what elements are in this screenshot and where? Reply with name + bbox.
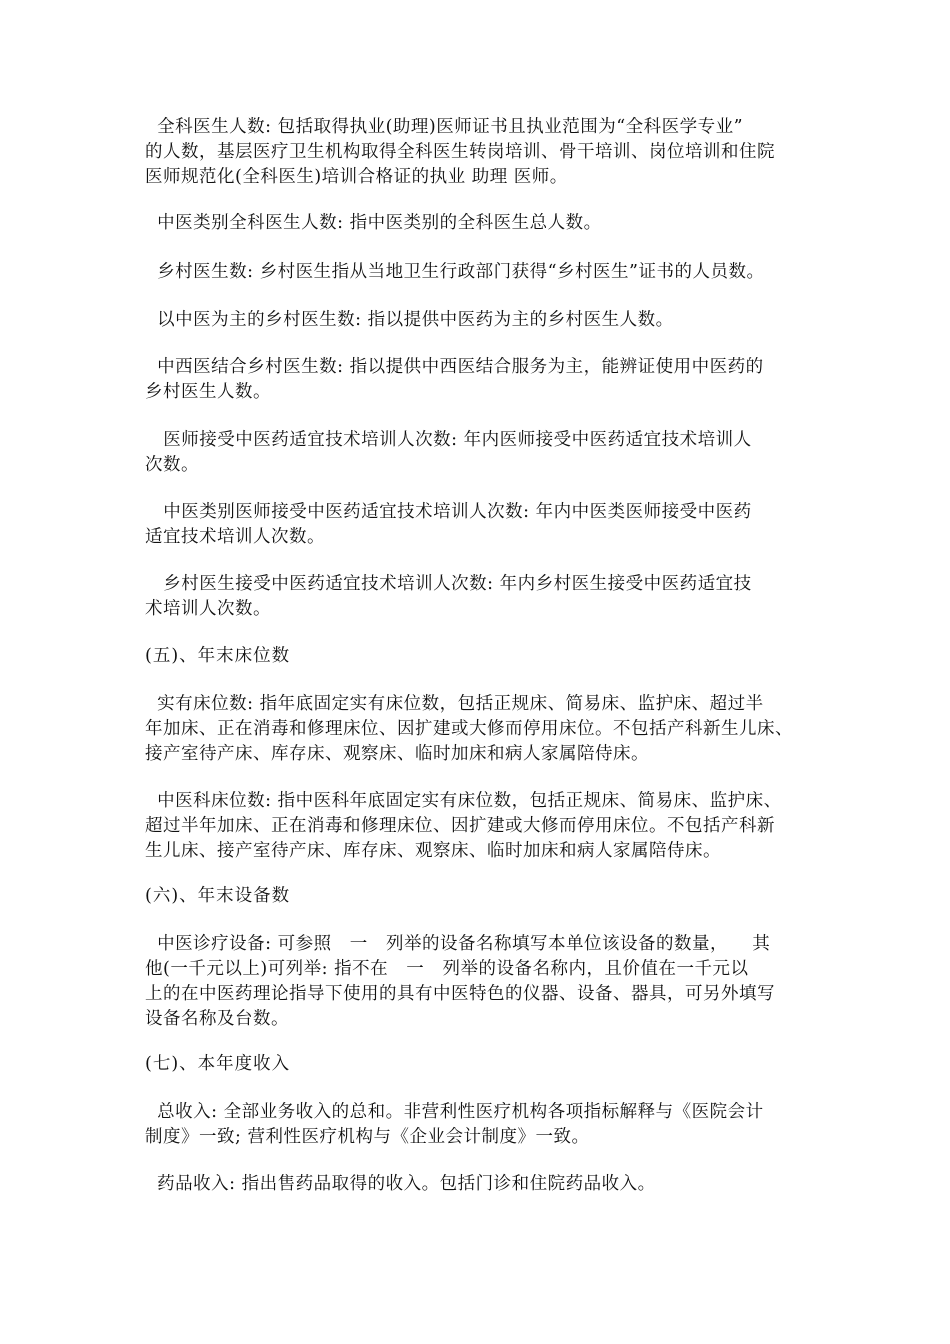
text-line: 次数。	[145, 455, 199, 475]
text-line: 中医诊疗设备: 可参照 一 列举的设备名称填写本单位该设备的数量， 其	[145, 934, 771, 954]
paragraph-physician-training	[145, 428, 815, 478]
text-line: 超过半年加床、正在消毒和修理床位、因扩建或大修而停用床位。不包括产科新	[145, 816, 775, 836]
section-heading-equipment: (六)、年末设备数	[145, 886, 291, 906]
section-heading-beds: (五)、年末床位数	[145, 646, 291, 666]
text-line: 他(一千元以上)可列举: 指不在 一 列举的设备名称内，且价值在一千元以	[145, 959, 749, 979]
text-line: 年加床、正在消毒和修理床位、因扩建或大修而停用床位。不包括产科新生儿床、	[145, 719, 793, 739]
text-line: 生儿床、接产室待产床、库存床、观察床、临时加床和病人家属陪侍床。	[145, 841, 721, 861]
paragraph-village-doctor-training	[145, 572, 815, 622]
text-line: 实有床位数: 指年底固定实有床位数，包括正规床、简易床、监护床、超过半	[145, 694, 764, 714]
paragraph-tcm-village-doctors	[145, 308, 815, 333]
text-line: 中医科床位数: 指中医科年底固定实有床位数，包括正规床、简易床、监护床、	[145, 791, 782, 811]
text-line: 以中医为主的乡村医生数: 指以提供中医药为主的乡村医生人数。	[145, 310, 674, 330]
text-line: 中医类别医师接受中医药适宜技术培训人次数: 年内中医类医师接受中医药	[145, 502, 752, 522]
paragraph-actual-beds	[145, 692, 815, 767]
text-line: 医师接受中医药适宜技术培训人次数: 年内医师接受中医药适宜技术培训人	[145, 430, 752, 450]
text-line: 设备名称及台数。	[145, 1009, 289, 1029]
text-line: 乡村医生接受中医药适宜技术培训人次数: 年内乡村医生接受中医药适宜技	[145, 574, 752, 594]
text-line: 医师规范化(全科医生)培训合格证的执业 助理 医师。	[145, 167, 568, 187]
text-line: 全科医生人数: 包括取得执业(助理)医师证书且执业范围为“全科医学专业”	[145, 117, 744, 137]
text-line: 中医类别全科医生人数: 指中医类别的全科医生总人数。	[145, 213, 602, 233]
paragraph-village-doctors	[145, 260, 815, 285]
section-heading-income: (七)、本年度收入	[145, 1054, 291, 1074]
text-line: 中西医结合乡村医生数: 指以提供中西医结合服务为主，能辨证使用中医药的	[145, 357, 764, 377]
text-line: 上的在中医药理论指导下使用的具有中医特色的仪器、设备、器具，可另外填写	[145, 984, 775, 1004]
paragraph-tcm-physician-training	[145, 500, 815, 550]
paragraph-general-practitioners	[145, 115, 815, 190]
paragraph-integrated-village-doctors	[145, 355, 815, 405]
text-line: 的人数，基层医疗卫生机构取得全科医生转岗培训、骨干培训、岗位培训和住院	[145, 142, 775, 162]
text-line: 接产室待产床、库存床、观察床、临时加床和病人家属陪侍床。	[145, 744, 649, 764]
paragraph-tcm-equipment	[145, 932, 815, 1032]
text-line: 术培训人次数。	[145, 599, 271, 619]
text-line: 制度》一致; 营利性医疗机构与《企业会计制度》一致。	[145, 1127, 590, 1147]
text-line: 总收入: 全部业务收入的总和。非营利性医疗机构各项指标解释与《医院会计	[145, 1102, 764, 1122]
paragraph-tcm-general-practitioners	[145, 211, 815, 236]
text-line: 适宜技术培训人次数。	[145, 527, 325, 547]
paragraph-drug-income	[145, 1172, 815, 1197]
paragraph-total-income	[145, 1100, 815, 1150]
text-line: 乡村医生数: 乡村医生指从当地卫生行政部门获得“乡村医生”证书的人员数。	[145, 262, 765, 282]
text-line: 乡村医生人数。	[145, 382, 271, 402]
text-line: 药品收入: 指出售药品取得的收入。包括门诊和住院药品收入。	[145, 1174, 656, 1194]
paragraph-tcm-beds	[145, 789, 815, 864]
